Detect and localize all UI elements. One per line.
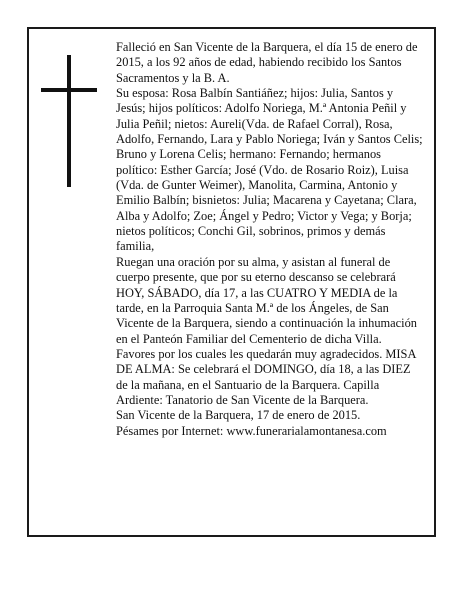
family-list: Su esposa: Rosa Balbín Santiáñez; hijos: Julia, Santos y Jesús; hijos políticos: Adolfo Noriega, M.ª Antonia Peñil y Julia Peñil; nietos: Aureli(Vda. de Rafael Corral), Rosa, Adolfo, Fernando, Lara y Pablo Noriega; Iván y Santos Celis; Bruno y Lorena Celis; hermano: Fernando; hermanos político: Esther García; José (Vdo. de Rosario Roiz), Luisa (Vda. de Gunter Weimer), Manolita, Carmina, Antonio y Emilio Balbín; bisnietos: Julia; Macarena y Cayetana; Clara, Alba y Adolfo; Zoe; Ángel y Pedro; Victor y Vega; y Borja; nietos políticos; Conchi Gil, sobrinos, primos y demás familia, [116,86,423,254]
place-and-date: San Vicente de la Barquera, 17 de enero de 2015. [116,408,361,423]
cross-icon [41,55,97,187]
cross-horizontal-bar [41,88,97,92]
death-announcement: Falleció en San Vicente de la Barquera, el día 15 de enero de 2015, a los 92 años de edad, habiendo recibido los Santos Sacramentos y la B. A. [116,40,418,85]
notice-body [116,40,424,439]
condolences-website: Pésames por Internet: www.funerarialamontanesa.com [116,423,387,438]
funeral-details: Ruegan una oración por su alma, y asistan al funeral de cuerpo presente, que por su eterno descanso se celebrará HOY, SÁBADO, día 17, a las CUATRO Y MEDIA de la tarde, en la Parroquia Santa M.ª de los Ángeles, de San Vicente de la Barquera, siendo a continuación la inhumación en el Panteón Familiar del Cementerio de dicha Villa. Favores por los cuales les quedarán muy agradecidos. MISA DE ALMA: Se celebrará el DOMINGO, día 18, a las DIEZ de la mañana, en el Santuario de la Barquera. Capilla Ardiente: Tanatorio de San Vicente de la Barquera. [116,254,417,407]
obituary-notice [27,27,436,537]
cross-vertical-bar [67,55,71,187]
